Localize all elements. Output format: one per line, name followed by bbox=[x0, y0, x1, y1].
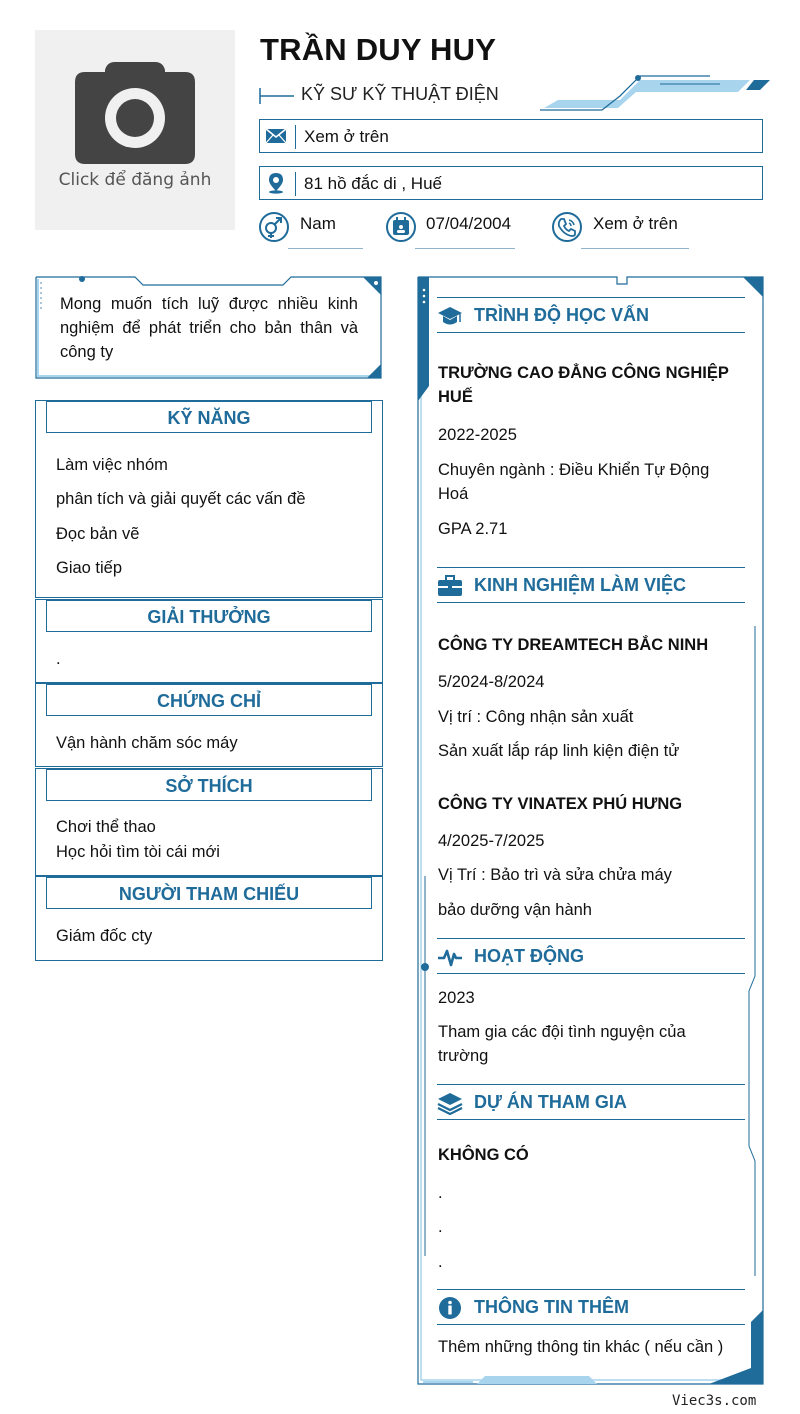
job-description: bảo dưỡng vận hành bbox=[438, 901, 592, 919]
job-position: Vị trí : Công nhận sản xuất bbox=[438, 708, 634, 726]
education-header bbox=[437, 297, 745, 333]
hobbies-section bbox=[35, 768, 383, 876]
education-gpa: GPA 2.71 bbox=[438, 520, 508, 538]
project-line: . bbox=[438, 1218, 443, 1236]
skills-section bbox=[35, 400, 383, 598]
activity-year: 2023 bbox=[438, 989, 475, 1007]
camera-icon bbox=[75, 60, 195, 164]
underline bbox=[581, 248, 689, 249]
award-item: . bbox=[56, 650, 61, 668]
email-row bbox=[259, 119, 763, 153]
activities-header bbox=[437, 938, 745, 974]
experience-title: KINH NGHIỆM LÀM VIỆC bbox=[474, 575, 687, 595]
certificates-section bbox=[35, 683, 383, 767]
photo-caption: Click để đăng ảnh bbox=[58, 170, 212, 190]
calendar-icon bbox=[386, 212, 416, 242]
location-pin-icon bbox=[264, 172, 288, 194]
objective-text: Mong muốn tích luỹ được nhiều kinh nghiệm để phát triển cho bản thân và công ty bbox=[60, 295, 358, 361]
layers-icon bbox=[437, 1091, 463, 1115]
footer-brand[interactable]: Viec3s.com bbox=[672, 1393, 757, 1409]
skill-item: Làm việc nhóm bbox=[56, 456, 168, 474]
email-text: Xem ở trên bbox=[304, 127, 389, 146]
education-period: 2022-2025 bbox=[438, 426, 517, 444]
education-title: TRÌNH ĐỘ HỌC VẤN bbox=[474, 305, 649, 325]
projects-header bbox=[437, 1084, 745, 1120]
underline bbox=[415, 248, 515, 249]
address-row bbox=[259, 166, 763, 200]
project-name: KHÔNG CÓ bbox=[438, 1146, 529, 1164]
job-title: KỸ SƯ KỸ THUẬT ĐIỆN bbox=[301, 84, 499, 104]
job-period: 5/2024-8/2024 bbox=[438, 673, 545, 691]
school-name: TRƯỜNG CAO ĐẲNG CÔNG NGHIỆP HUẾ bbox=[438, 364, 729, 406]
graduation-cap-icon bbox=[437, 304, 463, 328]
objective-box bbox=[35, 276, 383, 380]
hobby-item: Học hỏi tìm tòi cái mới bbox=[56, 843, 220, 861]
education-major: Chuyên ngành : Điều Khiển Tự Động Hoá bbox=[438, 461, 710, 503]
envelope-icon bbox=[264, 125, 288, 147]
skills-title: KỸ NĂNG bbox=[46, 401, 372, 433]
additional-header bbox=[437, 1289, 745, 1325]
job-company: CÔNG TY VINATEX PHÚ HƯNG bbox=[438, 795, 683, 813]
photo-placeholder[interactable] bbox=[35, 30, 235, 230]
gender-text: Nam bbox=[300, 214, 336, 233]
address-text: 81 hồ đắc di , Huế bbox=[304, 174, 442, 193]
job-position: Vị Trí : Bảo trì và sửa chửa máy bbox=[438, 866, 672, 884]
job-company: CÔNG TY DREAMTECH BẮC NINH bbox=[438, 636, 709, 654]
phone-text: Xem ở trên bbox=[593, 214, 678, 233]
info-icon bbox=[437, 1296, 463, 1320]
project-line: . bbox=[438, 1184, 443, 1202]
certificates-title: CHỨNG CHỈ bbox=[46, 684, 372, 716]
skill-item: Đọc bản vẽ bbox=[56, 525, 140, 543]
gender-icon bbox=[259, 212, 289, 242]
additional-description: Thêm những thông tin khác ( nếu cần ) bbox=[438, 1338, 724, 1356]
divider bbox=[295, 125, 296, 149]
references-section bbox=[35, 876, 383, 961]
reference-item: Giám đốc cty bbox=[56, 927, 153, 945]
references-title: NGƯỜI THAM CHIẾU bbox=[46, 877, 372, 909]
candidate-name: TRẦN DUY HUY bbox=[260, 32, 497, 67]
header-decoration bbox=[540, 72, 770, 114]
skill-item: Giao tiếp bbox=[56, 559, 123, 577]
birthday-text: 07/04/2004 bbox=[426, 214, 512, 233]
briefcase-icon bbox=[437, 574, 463, 598]
awards-section bbox=[35, 599, 383, 683]
heartbeat-icon bbox=[437, 945, 463, 969]
activities-title: HOẠT ĐỘNG bbox=[474, 946, 584, 966]
awards-title: GIẢI THƯỞNG bbox=[46, 600, 372, 632]
project-line: . bbox=[438, 1253, 443, 1271]
underline bbox=[288, 248, 363, 249]
job-period: 4/2025-7/2025 bbox=[438, 832, 545, 850]
job-description: Sản xuất lắp ráp linh kiện điện tử bbox=[438, 742, 680, 760]
activity-description: Tham gia các đội tình nguyện của trường bbox=[438, 1023, 686, 1065]
additional-title: THÔNG TIN THÊM bbox=[474, 1297, 629, 1317]
divider bbox=[295, 172, 296, 196]
experience-header bbox=[437, 567, 745, 603]
phone-icon bbox=[552, 212, 582, 242]
certificate-item: Vận hành chăm sóc máy bbox=[56, 734, 238, 752]
skill-item: phân tích và giải quyết các vấn đề bbox=[56, 490, 306, 508]
projects-title: DỰ ÁN THAM GIA bbox=[474, 1092, 627, 1112]
title-line-icon bbox=[258, 86, 298, 106]
hobbies-title: SỞ THÍCH bbox=[46, 769, 372, 801]
hobby-item: Chơi thể thao bbox=[56, 818, 156, 836]
